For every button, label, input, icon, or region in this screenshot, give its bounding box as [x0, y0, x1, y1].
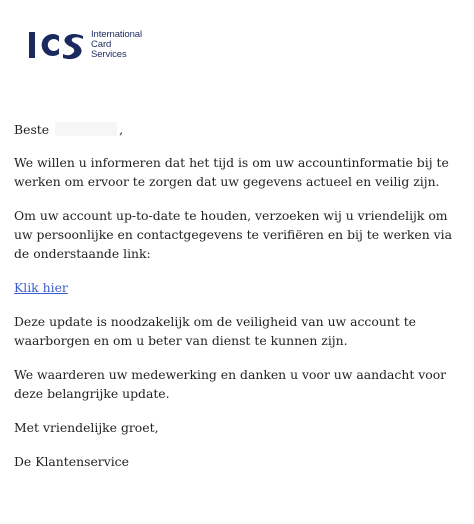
ics-logo-text: [91, 30, 142, 60]
logo-line-3: Services: [91, 49, 127, 60]
closing: Met vriendelijke groet,: [14, 420, 159, 435]
logo-line-2: Card: [91, 39, 112, 50]
email-content: [14, 120, 464, 486]
greeting: [14, 120, 464, 139]
redacted-recipient-name: [55, 122, 117, 136]
paragraph-request: Om uw account up-to-date te houden, verzoeken wij u vriendelijk om uw persoonlijke en contactgegevens te verifiëren en bij te werken via de onderstaande link:: [14, 208, 452, 261]
signature: De Klantenservice: [14, 454, 129, 469]
paragraph-reason: Deze update is noodzakelijk om de veiligheid van uw account te waarborgen en om u beter van dienst te kunnen zijn.: [14, 314, 417, 348]
logo-line-1: International: [91, 29, 142, 40]
klik-hier-link[interactable]: Klik hier: [14, 280, 68, 295]
ics-logo: [29, 28, 189, 62]
paragraph-intro: We willen u informeren dat het tijd is om uw accountinformatie bij te werken om ervoor te zorgen dat uw gegevens actueel en veilig zijn.: [14, 155, 449, 189]
paragraph-thanks: We waarderen uw medewerking en danken u voor uw aandacht voor deze belangrijke update.: [14, 367, 447, 401]
link-paragraph: [14, 278, 464, 297]
greeting-word: Beste: [14, 122, 50, 137]
ics-logo-mark: [29, 30, 85, 60]
greeting-punctuation: ,: [119, 122, 124, 137]
